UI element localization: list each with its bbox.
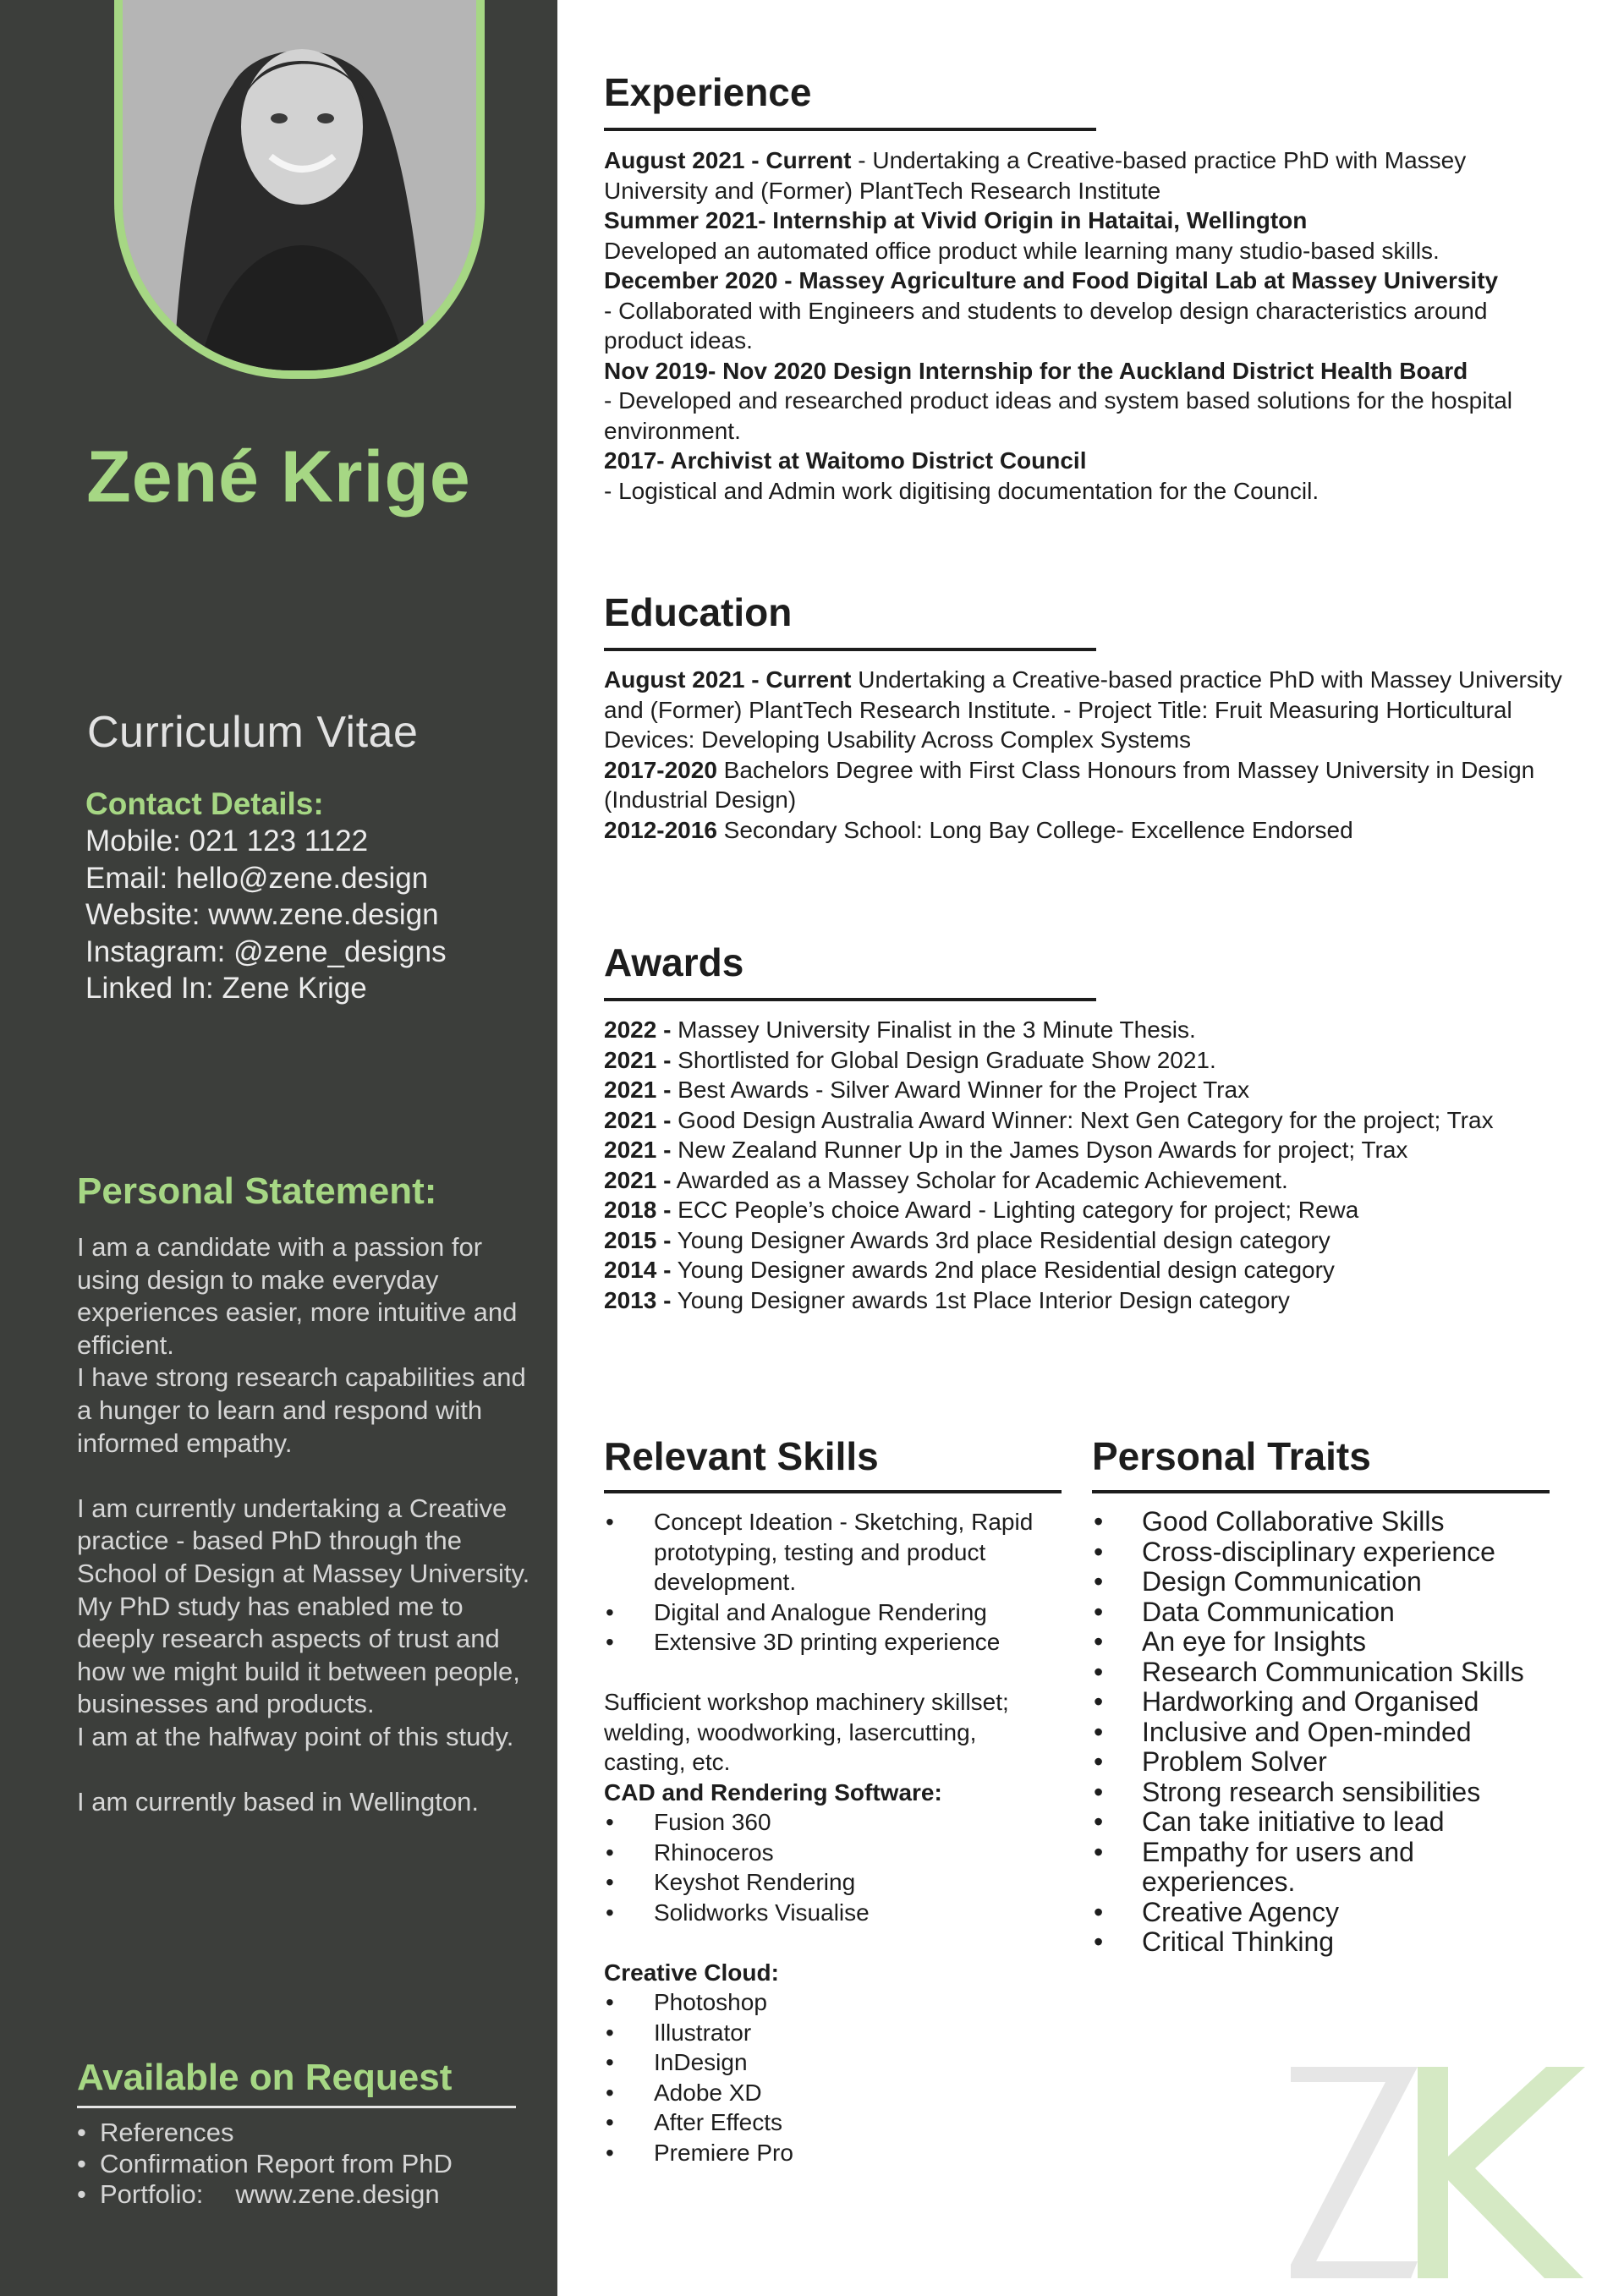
- list-item: • Rhinoceros: [604, 1838, 1061, 1868]
- entry-text: - Undertaking a Creative-based practice PhD with Massey University and (Former) PlantTech Research Institute: [604, 147, 1467, 204]
- experience-entry: [604, 145, 1568, 205]
- list-item: • Good Collaborative Skills: [1092, 1507, 1566, 1537]
- skills-title: Relevant Skills: [604, 1434, 879, 1478]
- zk-logo: [1291, 2062, 1587, 2282]
- experience-entry: [604, 476, 1568, 507]
- experience-entry: [604, 205, 1568, 236]
- traits-title: Personal Traits: [1092, 1434, 1371, 1478]
- list-item: [77, 2118, 453, 2149]
- education-list: [604, 665, 1568, 845]
- statement-paragraph: I have strong research capabilities and a hunger to learn and respond with informed empathy.: [77, 1362, 526, 1458]
- contact-linkedin: Linked In: Zene Krige: [85, 972, 367, 1005]
- awards-list: [604, 1015, 1568, 1315]
- entry-text: Best Awards - Silver Award Winner for the Project Trax: [671, 1077, 1250, 1103]
- list-item: • Fusion 360: [604, 1807, 1061, 1838]
- person-name: Zené Krige: [86, 436, 471, 518]
- entry-heading: 2021 -: [604, 1137, 672, 1163]
- statement-paragraph: I am a candidate with a passion for using design to make everyday experiences easier, more intuitive and efficient.: [77, 1232, 518, 1360]
- education-entry: [604, 665, 1568, 755]
- contact-heading: Contact Details:: [85, 786, 324, 821]
- list-item: • Digital and Analogue Rendering: [604, 1597, 1061, 1628]
- statement-paragraph: I am currently based in Wellington.: [77, 1787, 479, 1817]
- cv-title: Curriculum Vitae: [87, 708, 419, 757]
- list-item: • Empathy for users and experiences.: [1092, 1838, 1566, 1898]
- list-item: • Photoshop: [604, 1987, 1061, 2018]
- spacer: [604, 1927, 1061, 1958]
- request-heading: Available on Request: [77, 2057, 453, 2098]
- entry-heading: 2021 -: [604, 1046, 672, 1073]
- entry-text: Young Designer Awards 3rd place Residential design category: [671, 1226, 1330, 1253]
- list-item: • Adobe XD: [604, 2078, 1061, 2108]
- spacer: [77, 1460, 534, 1493]
- traits-list: [1092, 1507, 1566, 1958]
- entry-heading: 2021 -: [604, 1166, 672, 1193]
- entry-heading: 2015 -: [604, 1226, 672, 1253]
- skills-list: [604, 1507, 1061, 1658]
- list-item: • Keyshot Rendering: [604, 1867, 1061, 1898]
- list-item: • InDesign: [604, 2047, 1061, 2078]
- statement-paragraph: I am currently undertaking a Creative practice - based PhD through the School of Design at Massey University.: [77, 1493, 530, 1588]
- entry-text: Massey University Finalist in the 3 Minute Thesis.: [671, 1016, 1196, 1043]
- entry-text: Awarded as a Massey Scholar for Academic Achievement.: [671, 1166, 1288, 1193]
- cad-heading: CAD and Rendering Software:: [604, 1778, 942, 1806]
- award-entry: [604, 1105, 1568, 1136]
- contact-list: [85, 823, 447, 1007]
- entry-text: - Developed and researched product ideas and system based solutions for the hospital environment.: [604, 387, 1512, 444]
- cc-list: [604, 1987, 1061, 2167]
- awards-title: Awards: [604, 940, 744, 984]
- experience-list: [604, 145, 1568, 506]
- award-entry: [604, 1045, 1568, 1076]
- spacer: [604, 1658, 1061, 1688]
- award-entry: [604, 1285, 1568, 1316]
- entry-text: Shortlisted for Global Design Graduate Show 2021.: [671, 1046, 1216, 1073]
- award-entry: [604, 1255, 1568, 1285]
- entry-heading: 2021 -: [604, 1077, 672, 1103]
- logo-k-shape: [1418, 2067, 1585, 2278]
- list-item: • Premiere Pro: [604, 2138, 1061, 2168]
- request-item: References: [100, 2118, 234, 2147]
- entry-heading: August 2021 - Current: [604, 147, 852, 173]
- award-entry: [604, 1225, 1568, 1256]
- entry-text: Secondary School: Long Bay College- Excellence Endorsed: [716, 816, 1353, 843]
- entry-heading: 2013 -: [604, 1286, 672, 1313]
- list-item: • Concept Ideation - Sketching, Rapid prototyping, testing and product development.: [604, 1507, 1061, 1597]
- entry-heading: 2017- Archivist at Waitomo District Council: [604, 447, 1087, 474]
- entry-text: Young Designer awards 1st Place Interior Design category: [671, 1286, 1290, 1313]
- entry-heading: 2012-2016: [604, 816, 717, 843]
- request-item: Portfolio:: [100, 2179, 204, 2209]
- entry-text: Bachelors Degree with First Class Honours from Massey University in Design (Industrial Design): [604, 756, 1535, 813]
- list-item: • Solidworks Visualise: [604, 1898, 1061, 1928]
- entry-heading: 2021 -: [604, 1106, 672, 1133]
- profile-photo: [114, 0, 485, 379]
- list-item: • Inclusive and Open-minded: [1092, 1718, 1566, 1748]
- entry-heading: 2017-2020: [604, 756, 717, 783]
- entry-text: Undertaking a Creative-based practice PhD with Massey University and (Former) PlantTech Research Institute. - Project Title: Fruit Measuring Horticultural Devices: Developing Usability Across Complex Systems: [604, 666, 1562, 753]
- sidebar: [0, 0, 557, 2296]
- entry-text: ECC People’s choice Award - Lighting category for project; Rewa: [671, 1197, 1359, 1223]
- experience-title: Experience: [604, 70, 812, 114]
- experience-entry: [604, 446, 1568, 476]
- list-item: • An eye for Insights: [1092, 1627, 1566, 1658]
- divider: [1092, 1490, 1550, 1493]
- entry-text: Developed an automated office product while learning many studio-based skills.: [604, 237, 1440, 264]
- logo-z-shape: [1291, 2067, 1418, 2278]
- contact-email: Email: hello@zene.design: [85, 861, 429, 895]
- divider: [77, 2106, 516, 2108]
- list-item: [77, 2179, 453, 2211]
- entry-heading: 2022 -: [604, 1016, 672, 1043]
- award-entry: [604, 1015, 1568, 1045]
- experience-entry: [604, 386, 1568, 446]
- education-title: Education: [604, 590, 793, 634]
- experience-entry: [604, 356, 1568, 386]
- list-item: • Strong research sensibilities: [1092, 1778, 1566, 1808]
- entry-heading: Summer 2021- Internship at Vivid Origin in Hataitai, Wellington: [604, 207, 1308, 233]
- spacer: [77, 1754, 534, 1787]
- education-entry: [604, 755, 1568, 815]
- list-item: • Cross-disciplinary experience: [1092, 1537, 1566, 1568]
- entry-text: New Zealand Runner Up in the James Dyson Awards for project; Trax: [671, 1137, 1408, 1163]
- divider: [604, 1490, 1062, 1493]
- cc-heading: Creative Cloud:: [604, 1959, 779, 1986]
- cad-list: [604, 1807, 1061, 1927]
- skills-column: [604, 1507, 1061, 2167]
- entry-text: - Logistical and Admin work digitising documentation for the Council.: [604, 477, 1320, 504]
- entry-heading: December 2020 - Massey Agriculture and Food Digital Lab at Massey University: [604, 267, 1499, 293]
- entry-heading: 2018 -: [604, 1197, 672, 1223]
- list-item: • Can take initiative to lead: [1092, 1807, 1566, 1838]
- statement-paragraph: My PhD study has enabled me to deeply research aspects of trust and how we might build it between people, businesses and products.: [77, 1591, 520, 1719]
- award-entry: [604, 1165, 1568, 1196]
- request-list: [77, 2118, 453, 2211]
- entry-text: Young Designer awards 2nd place Residential design category: [671, 1257, 1335, 1283]
- request-item: Confirmation Report from PhD: [100, 2148, 453, 2178]
- divider: [604, 648, 1096, 651]
- portrait-image: [123, 0, 476, 370]
- workshop-skills: Sufficient workshop machinery skillset; welding, woodworking, lasercutting, casting, etc.: [604, 1689, 1009, 1775]
- entry-text: Good Design Australia Award Winner: Next Gen Category for the project; Trax: [671, 1106, 1494, 1133]
- education-entry: [604, 815, 1568, 846]
- list-item: • Extensive 3D printing experience: [604, 1627, 1061, 1658]
- statement-body: [77, 1231, 534, 1819]
- statement-heading: Personal Statement:: [77, 1170, 437, 1212]
- award-entry: [604, 1195, 1568, 1225]
- divider: [604, 128, 1096, 131]
- portfolio-link[interactable]: www.zene.design: [235, 2179, 440, 2209]
- list-item: • After Effects: [604, 2107, 1061, 2138]
- list-item: • Data Communication: [1092, 1597, 1566, 1628]
- award-entry: [604, 1135, 1568, 1165]
- entry-text: - Collaborated with Engineers and students to develop design characteristics around product ideas.: [604, 297, 1488, 353]
- list-item: • Creative Agency: [1092, 1898, 1566, 1928]
- experience-entry: [604, 266, 1568, 296]
- divider: [604, 998, 1096, 1001]
- experience-entry: [604, 296, 1568, 356]
- list-item: • Design Communication: [1092, 1567, 1566, 1597]
- list-item: • Problem Solver: [1092, 1747, 1566, 1778]
- list-item: • Research Communication Skills: [1092, 1658, 1566, 1688]
- entry-heading: August 2021 - Current: [604, 666, 852, 693]
- contact-instagram: Instagram: @zene_designs: [85, 934, 447, 968]
- entry-heading: 2014 -: [604, 1257, 672, 1283]
- list-item: • Hardworking and Organised: [1092, 1687, 1566, 1718]
- list-item: • Critical Thinking: [1092, 1927, 1566, 1958]
- list-item: [77, 2149, 453, 2180]
- entry-heading: Nov 2019- Nov 2020 Design Internship for the Auckland District Health Board: [604, 357, 1468, 384]
- statement-paragraph: I am at the halfway point of this study.: [77, 1721, 514, 1751]
- contact-mobile: Mobile: 021 123 1122: [85, 825, 369, 858]
- contact-website: Website: www.zene.design: [85, 898, 439, 931]
- experience-entry: [604, 236, 1568, 266]
- list-item: • Illustrator: [604, 2018, 1061, 2048]
- award-entry: [604, 1075, 1568, 1105]
